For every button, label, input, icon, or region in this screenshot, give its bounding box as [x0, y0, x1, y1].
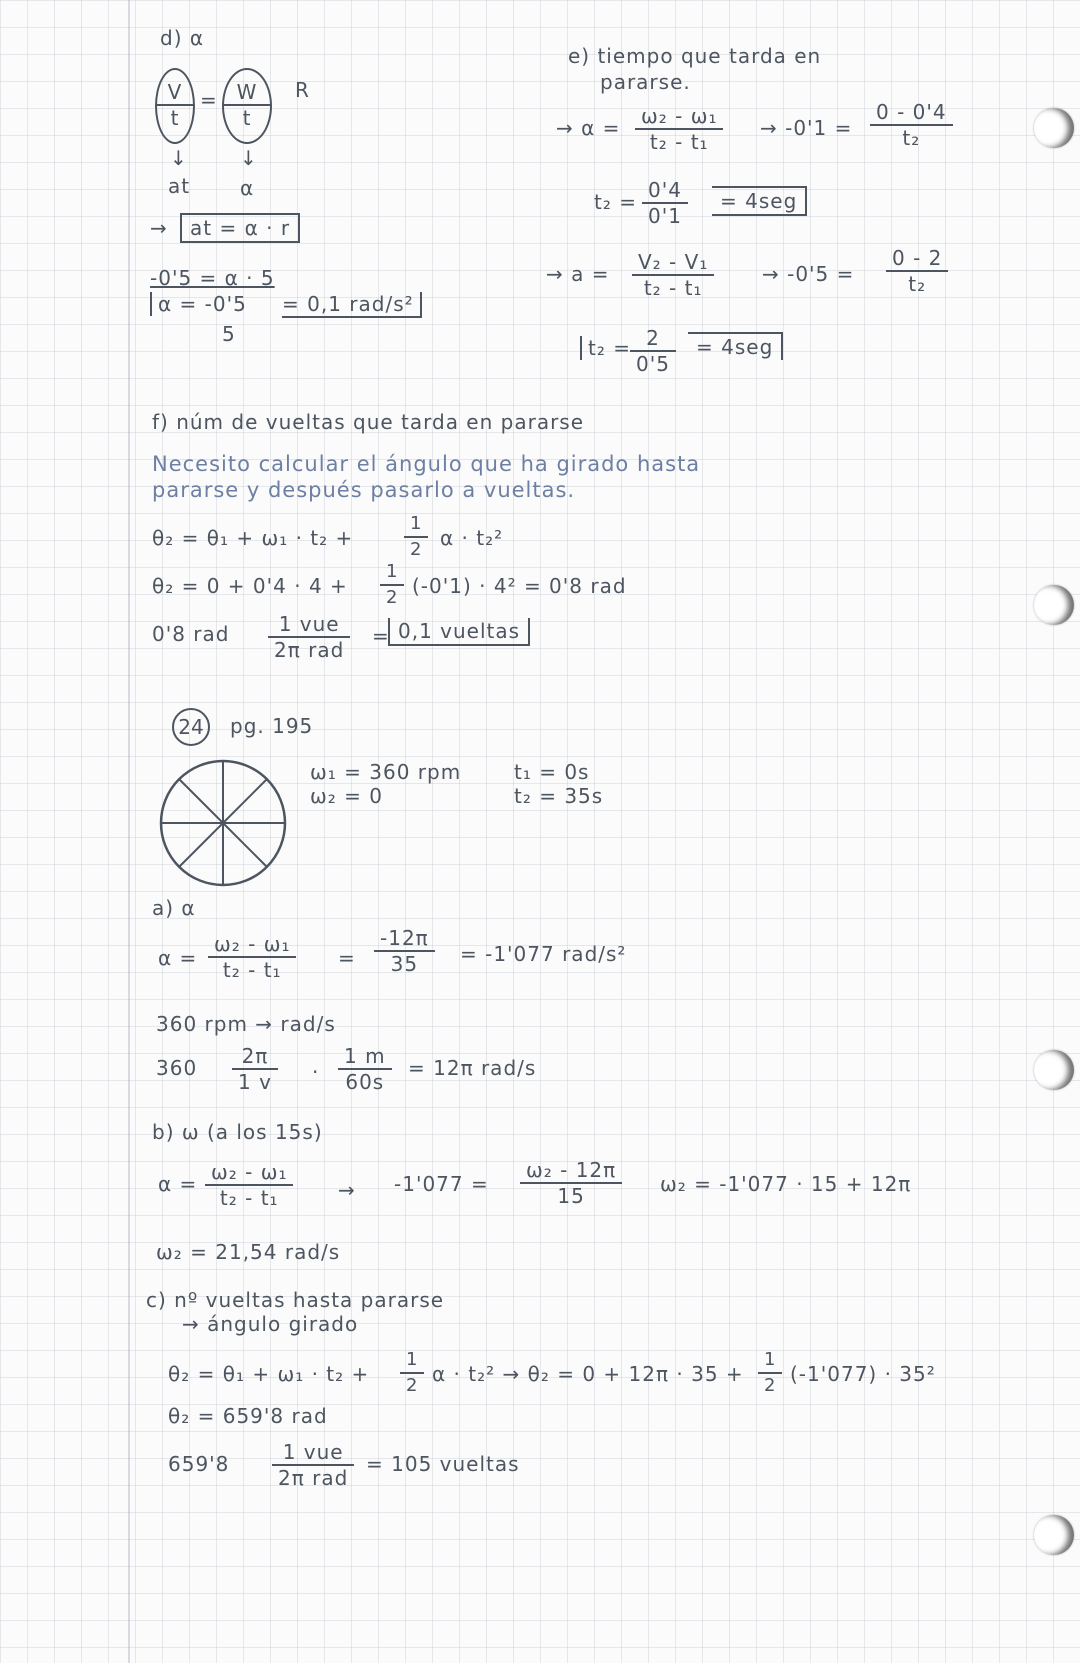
- binder-hole: [1034, 585, 1074, 625]
- boxed-formula: at = α · r: [180, 213, 300, 243]
- page-reference: pg. 195: [230, 714, 314, 738]
- section-d-title: d) α: [160, 26, 205, 50]
- wheel-sketch: [158, 758, 288, 888]
- binder-hole: [1034, 108, 1074, 148]
- result-box: = 4seg: [712, 186, 807, 216]
- part-b-title: b) ω (a los 15s): [152, 1120, 323, 1144]
- problem-number: 24: [172, 708, 210, 746]
- part-a-title: a) α: [152, 896, 196, 920]
- result-box: 0,1 vueltas: [388, 618, 530, 646]
- section-f-note: Necesito calcular el ángulo que ha girado hasta: [152, 452, 701, 476]
- result-box: = 0,1 rad/s²: [282, 292, 422, 318]
- binder-hole: [1034, 1050, 1074, 1090]
- v-over-t-circle: $\frac{V}{t}$: [155, 68, 195, 144]
- part-c-title: c) nº vueltas hasta pararse: [146, 1288, 445, 1312]
- result-box: = 4seg: [688, 332, 783, 360]
- section-f-title: f) núm de vueltas que tarda en pararse: [152, 410, 585, 434]
- page-margin-line: [128, 0, 130, 1663]
- binder-hole: [1034, 1515, 1074, 1555]
- w-over-t-circle: $\frac{W}{t}$: [222, 68, 272, 144]
